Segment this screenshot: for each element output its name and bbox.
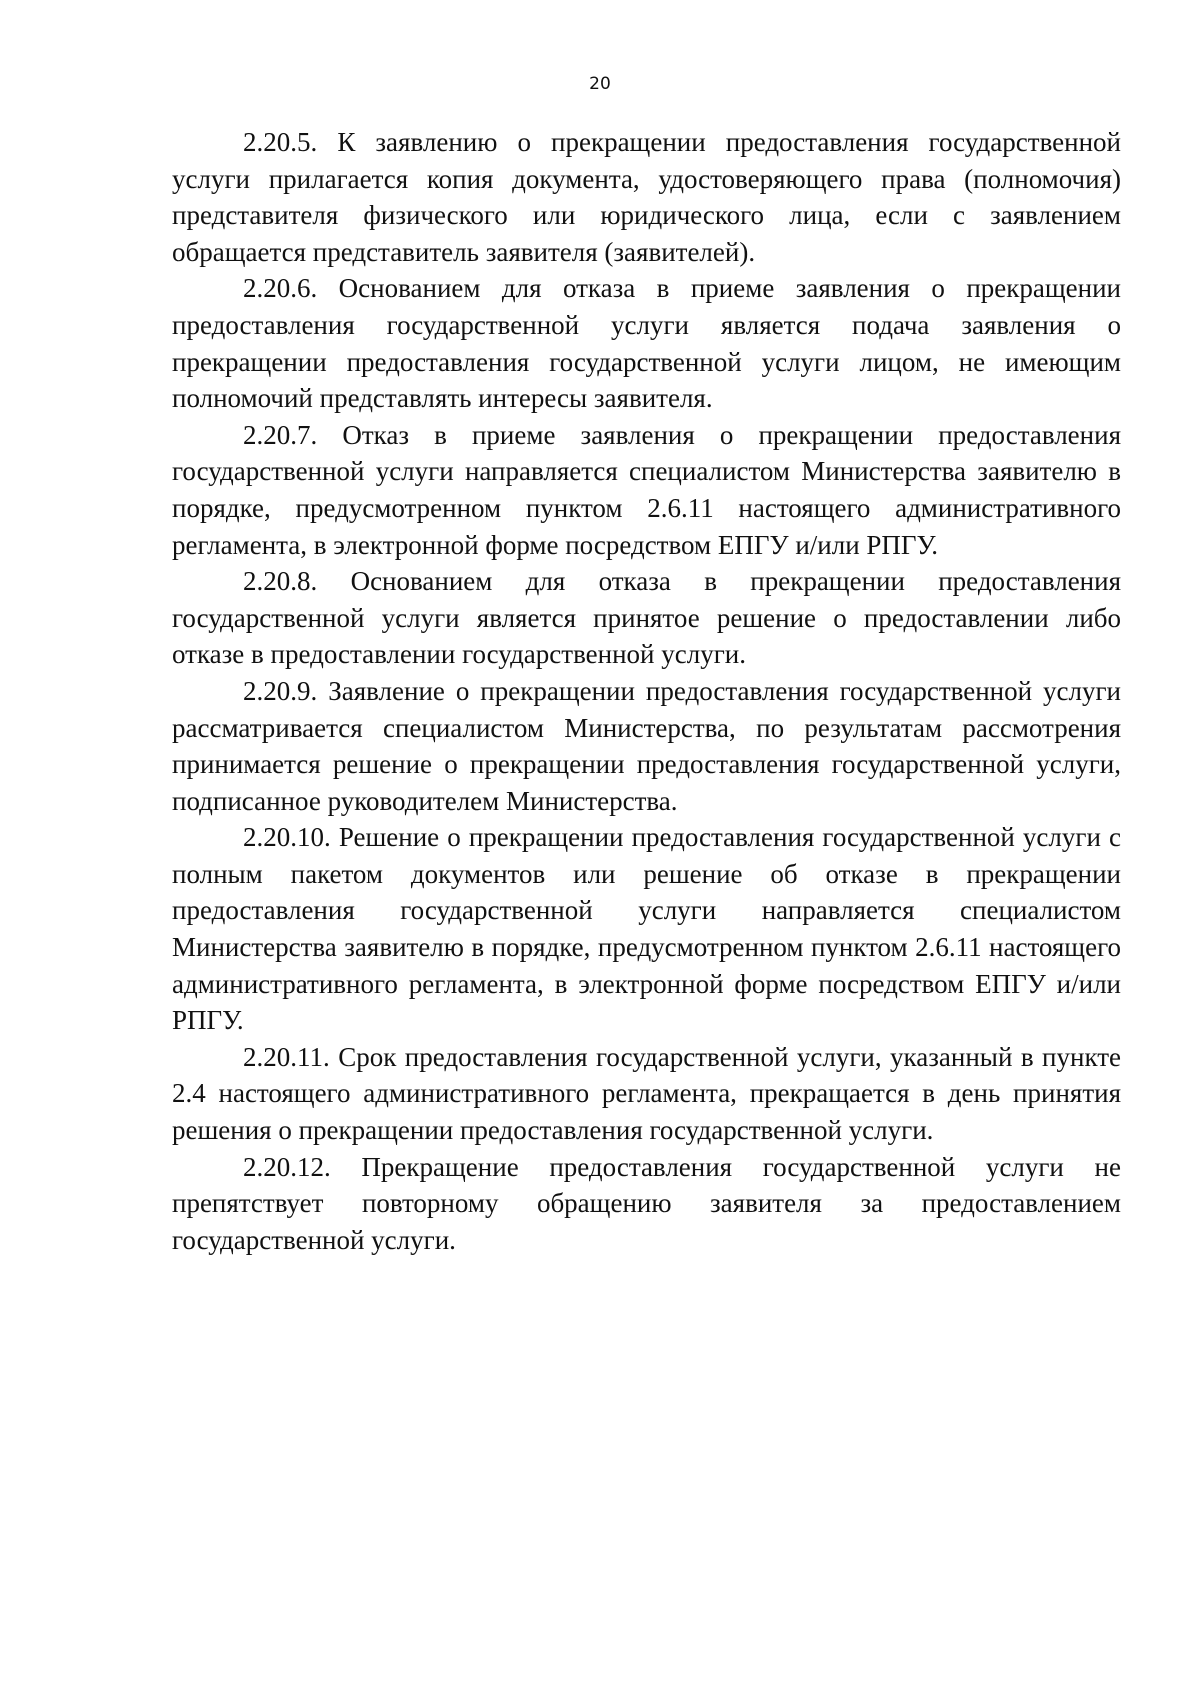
paragraph-2-20-6: 2.20.6. Основанием для отказа в приеме заявления о прекращении предоставления государственной услуги является подача заявления о прекращении предоставления государственной услуги лицом, не имеющим полномочий представлять интересы заявителя. bbox=[172, 273, 1121, 414]
paragraph-2-20-8: 2.20.8. Основанием для отказа в прекращении предоставления государственной услуги является принятое решение о предоставлении либо отказе в предоставлении государственной услуги. bbox=[172, 566, 1121, 670]
paragraph-2-20-10: 2.20.10. Решение о прекращении предоставления государственной услуги с полным пакетом документов или решение об отказе в прекращении предоставления государственной услуги направляется специалистом Министерства заявителю в порядке, предусмотренном пунктом 2.6.11 настоящего административного регламента, в электронной форме посредством ЕПГУ и/или РПГУ. bbox=[172, 822, 1121, 1036]
paragraph-2-20-7: 2.20.7. Отказ в приеме заявления о прекращении предоставления государственной услуги направляется специалистом Министерства заявителю в порядке, предусмотренном пунктом 2.6.11 настоящего административного регламента, в электронной форме посредством ЕПГУ и/или РПГУ. bbox=[172, 419, 1121, 560]
paragraph-2-20-11: 2.20.11. Срок предоставления государственной услуги, указанный в пункте 2.4 настоящего административного регламента, прекращается в день принятия решения о прекращении предоставления государственной услуги. bbox=[172, 1041, 1121, 1146]
paragraph-2-20-5: 2.20.5. К заявлению о прекращении предоставления государственной услуги прилагается копия документа, удостоверяющего права (полномочия) представителя физического или юридического лица, если с заявлением обращается представитель заявителя (заявителей). bbox=[172, 127, 1121, 267]
page-number: 20 bbox=[589, 74, 611, 94]
document-body bbox=[172, 124, 1121, 1258]
paragraph-2-20-12: 2.20.12. Прекращение предоставления государственной услуги не препятствует повторному обращению заявителя за предоставлением государственной услуги. bbox=[172, 1151, 1121, 1255]
paragraph-2-20-9: 2.20.9. Заявление о прекращении предоставления государственной услуги рассматривается специалистом Министерства, по результатам рассмотрения принимается решение о прекращении предоставления государственной услуги, подписанное руководителем Министерства. bbox=[172, 675, 1121, 816]
